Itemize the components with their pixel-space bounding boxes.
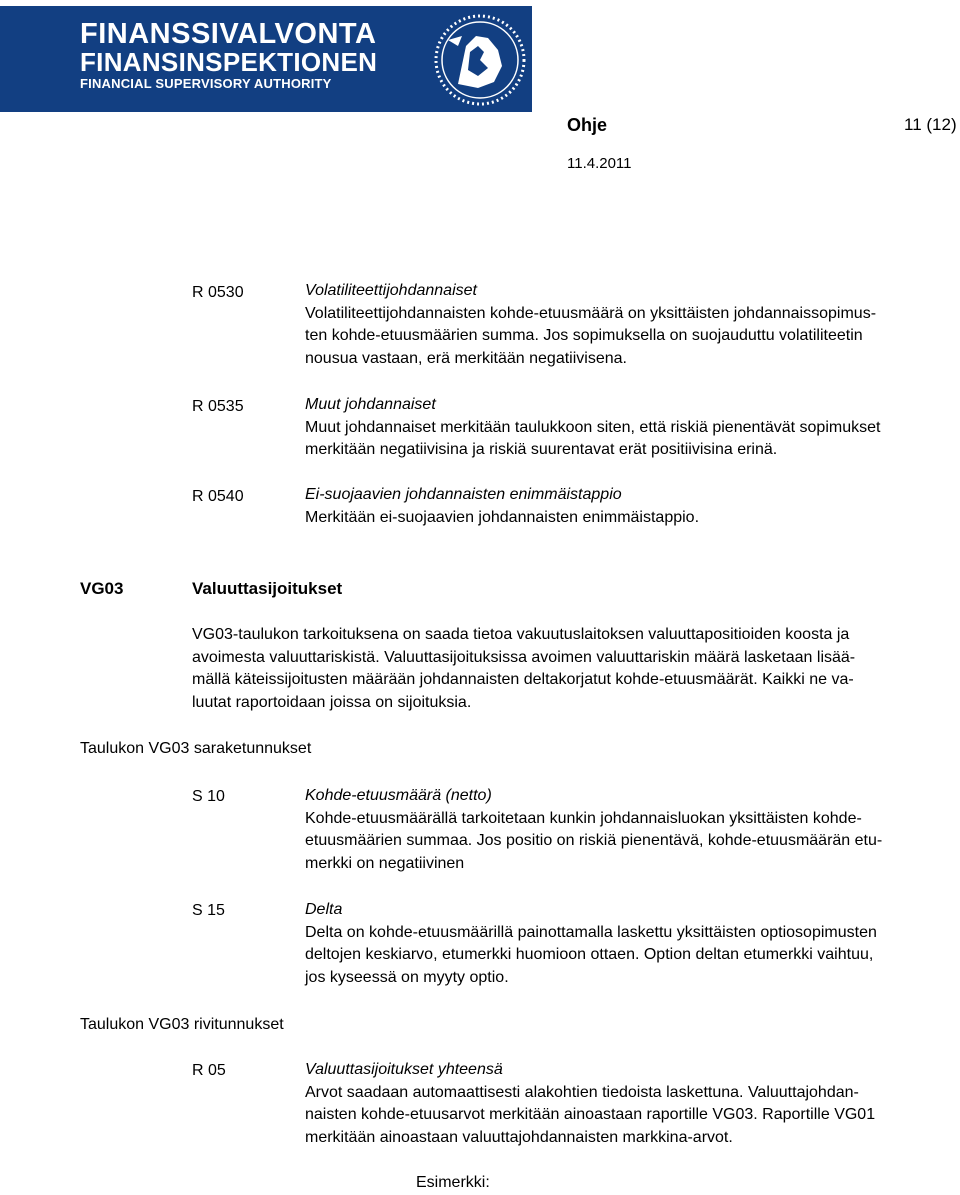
logo-text-sv: FINANSINSPEKTIONEN	[80, 47, 378, 77]
text-line: Kohde-etuusmäärällä tarkoitetaan kunkin johdannaisluokan yksittäisten kohde-	[305, 809, 862, 827]
row-description	[305, 394, 880, 462]
text-line: Delta on kohde-etuusmäärillä painottamalla laskettu yksittäisten optiosopimusten	[305, 923, 877, 941]
row-title: Ei-suojaavien johdannaisten enimmäistappio	[305, 486, 622, 503]
row-code: R 0530	[192, 284, 244, 301]
row-description	[305, 1059, 875, 1149]
column-description	[305, 785, 882, 875]
column-title: Kohde-etuusmäärä (netto)	[305, 787, 492, 804]
text-line: Arvot saadaan automaattisesti alakohtien tiedoista laskettuna. Valuuttajohdan-	[305, 1083, 859, 1101]
text-line: merkitään negatiivisina ja riskiä suurentavat erät positiivisina erinä.	[305, 441, 778, 458]
column-title: Delta	[305, 901, 343, 918]
text-line: luutat raportoidaan joissa on sijoituksia.	[192, 693, 472, 711]
logo-text-en: FINANCIAL SUPERVISORY AUTHORITY	[80, 76, 332, 91]
row-description	[305, 280, 876, 370]
text-line: nousua vastaan, erä merkitään negatiivisena.	[305, 349, 627, 367]
text-line: Volatiliteettijohdannaisten kohde-etuusmäärä on yksittäisten johdannaissopimus-	[305, 304, 877, 322]
text-line: merkitään ainoastaan valuuttajohdannaisten markkina-arvot.	[305, 1128, 733, 1146]
text-line: VG03-taulukon tarkoituksena on saada tietoa vakuutuslaitoksen valuuttapositioiden koosta ja	[192, 626, 850, 643]
page-number: 11 (12)	[904, 115, 957, 134]
row-code: R 0540	[192, 488, 244, 505]
text-line: etuusmäärien summaa. Jos positio on riskiä pienentävä, kohde-etuusmäärän etu-	[305, 832, 883, 849]
document-type: Ohje	[567, 115, 608, 135]
section-title: Valuuttasijoitukset	[192, 579, 343, 598]
text-line: mällä käteissijoitusten määrään johdannaisten deltakorjatut kohde-etuusmäärät. Kaikki ne va-	[192, 671, 854, 688]
text-line: ten kohde-etuusmäärien summa. Jos sopimuksella on suojauduttu volatiliteetin	[305, 327, 863, 344]
text-line: jos kyseessä on myyty optio.	[305, 968, 509, 986]
text-line: naisten kohde-etuusarvot merkitään ainoastaan raportille VG03. Raportille VG01	[305, 1106, 876, 1123]
row-title: Valuuttasijoitukset yhteensä	[305, 1061, 503, 1078]
row-code: R 05	[192, 1062, 226, 1079]
column-code: S 15	[192, 902, 225, 919]
text-line: Muut johdannaiset merkitään taulukkoon siten, että riskiä pienentävät sopimukset	[305, 418, 881, 436]
text-line: avoimesta valuuttariskistä. Valuuttasijoituksissa avoimen valuuttariskin määrä lasketaan lisää-	[192, 648, 856, 666]
section-code: VG03	[80, 579, 124, 598]
column-code: S 10	[192, 788, 225, 805]
example-label: Esimerkki:	[416, 1174, 490, 1191]
column-description	[305, 899, 877, 989]
rows-heading: Taulukon VG03 rivitunnukset	[80, 1016, 284, 1033]
row-code: R 0535	[192, 398, 244, 415]
columns-heading: Taulukon VG03 saraketunnukset	[80, 740, 312, 757]
row-description	[305, 484, 699, 529]
text-line: deltojen keskiarvo, etumerkki huomioon ottaen. Option deltan etumerkki vaihtuu,	[305, 946, 874, 963]
lion-crest-icon	[418, 6, 532, 112]
row-title: Muut johdannaiset	[305, 396, 436, 413]
section-intro	[192, 624, 855, 714]
document-date: 11.4.2011	[567, 155, 632, 172]
text-line: Merkitään ei-suojaavien johdannaisten enimmäistappio.	[305, 508, 700, 526]
text-line: merkki on negatiivinen	[305, 854, 465, 872]
logo-text-fi: FINANSSIVALVONTA	[80, 18, 377, 50]
row-title: Volatiliteettijohdannaiset	[305, 282, 477, 299]
